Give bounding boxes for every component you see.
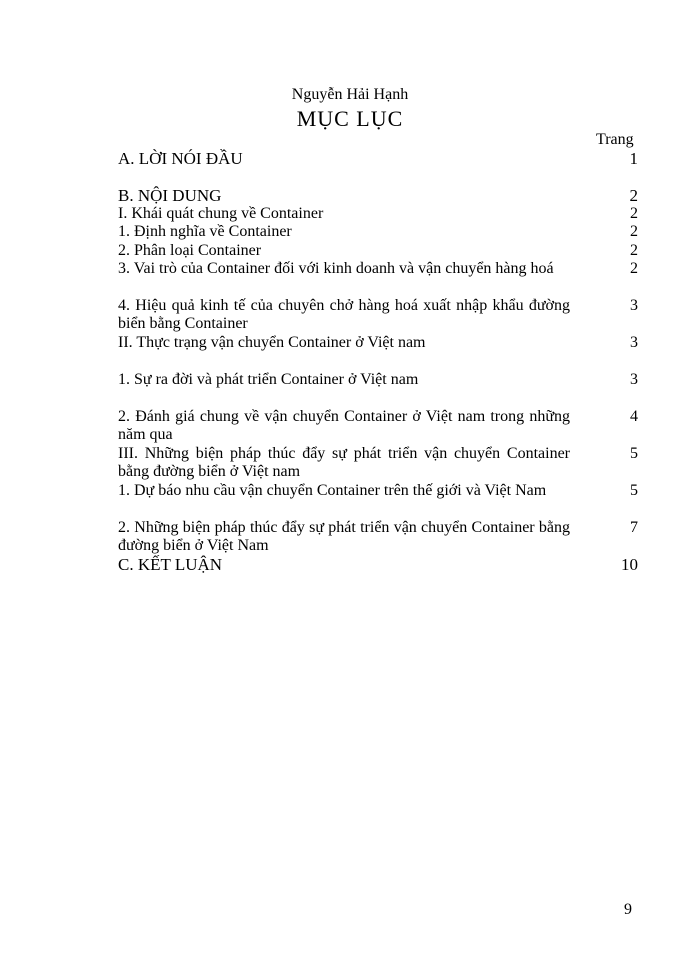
toc-entry-page: 3 <box>630 334 638 351</box>
toc-entry-page: 2 <box>629 186 638 205</box>
toc-entry-text: 1. Sự ra đời và phát triển Container ở Việt nam <box>118 371 419 388</box>
toc-entry-text: 1. Định nghĩa về Container <box>118 223 292 240</box>
toc-entry-text: 4. Hiệu quả kinh tế của chuyên chở hàng hoá xuất nhập khẩu đường biển bằng Container <box>118 297 570 332</box>
toc-entry-text: 1. Dự báo nhu cầu vận chuyển Container trên thế giới và Việt Nam <box>118 482 547 499</box>
author-name: Nguyễn Hải Hạnh <box>291 86 409 103</box>
toc-entry-page: 4 <box>630 408 638 425</box>
toc-entry-page: 5 <box>630 482 638 499</box>
toc-entry-page: 10 <box>621 555 638 574</box>
toc-entry-text: 3. Vai trò của Container đối với kinh doanh và vận chuyển hàng hoá <box>118 260 554 277</box>
toc-entry-page: 3 <box>630 371 638 388</box>
toc-entry-text: 2. Những biện pháp thúc đẩy sự phát triển vận chuyển Container bằng đường biển ở Việt Nam <box>118 519 570 554</box>
toc-entry-page: 7 <box>630 519 638 536</box>
toc-entry-text: B. NỘI DUNG <box>118 186 222 205</box>
footer-page-number: 9 <box>624 901 632 918</box>
toc-entry-text: 2. Đánh giá chung về vận chuyển Container ở Việt nam trong những năm qua <box>118 408 570 443</box>
toc-entry-text: I. Khái quát chung về Container <box>118 205 324 222</box>
toc-entry-page: 5 <box>630 445 638 462</box>
toc-entry-text: 2. Phân loại Container <box>118 242 262 259</box>
toc-entry-text: III. Những biện pháp thúc đẩy sự phát triển vận chuyển Container bằng đường biển ở Việt nam <box>118 445 570 480</box>
toc-entry-page: 2 <box>630 223 638 240</box>
toc-entry-page: 2 <box>630 260 638 277</box>
toc-entry-page: 2 <box>630 205 638 222</box>
toc-entry-page: 1 <box>629 149 638 168</box>
toc-entry-text: A. LỜI NÓI ĐẦU <box>118 149 243 168</box>
toc-entry-text: C. KẾT LUẬN <box>118 555 223 574</box>
page-title: MỤC LỤC <box>296 106 404 131</box>
toc-entry-page: 3 <box>630 297 638 314</box>
page-column-label: Trang <box>596 131 634 148</box>
toc-entry-text: II. Thực trạng vận chuyển Container ở Việt nam <box>118 334 426 351</box>
toc-entry-page: 2 <box>630 242 638 259</box>
